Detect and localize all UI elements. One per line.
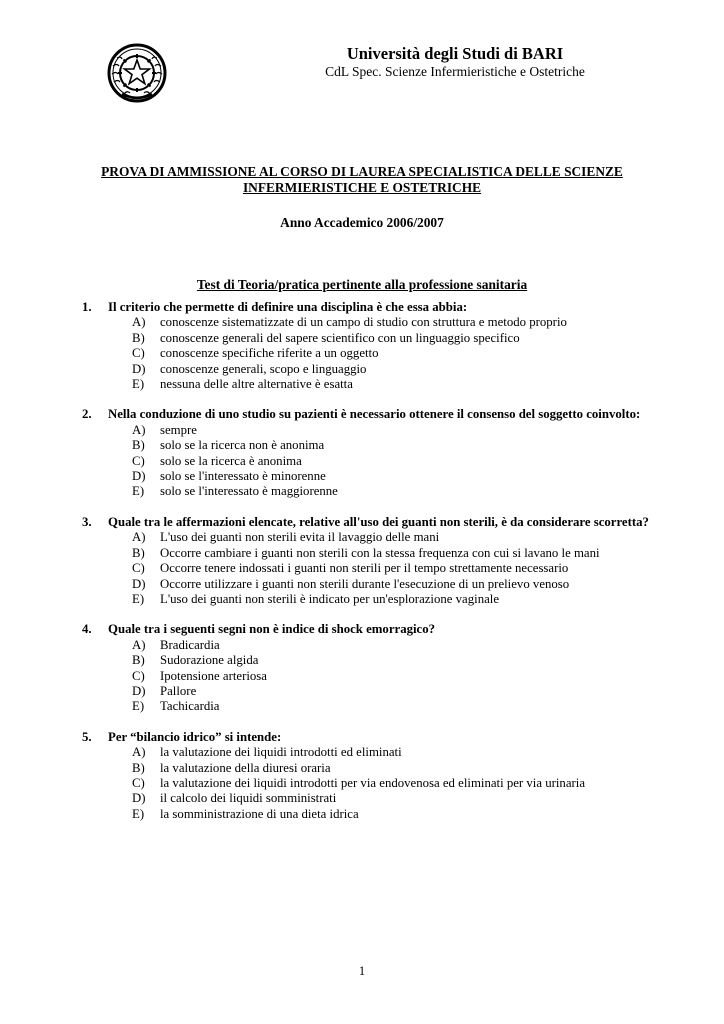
answer-option <box>108 377 660 392</box>
question-number: 3. <box>82 514 92 529</box>
answer-option <box>108 546 660 561</box>
option-text: la somministrazione di una dieta idrica <box>160 806 359 821</box>
option-text: nessuna delle altre alternative è esatta <box>160 377 353 392</box>
option-letter: E) <box>132 484 145 499</box>
option-text: sempre <box>160 422 197 437</box>
option-text: Sudorazione algida <box>160 653 259 668</box>
answer-option <box>108 791 660 806</box>
answer-option <box>108 577 660 592</box>
question-text: Per “bilancio idrico” si intende: <box>108 729 282 744</box>
option-letter: D) <box>132 576 146 591</box>
option-text: solo se la ricerca non è anonima <box>160 438 325 453</box>
answer-option <box>108 346 660 361</box>
university-name: Università degli Studi di BARI <box>346 44 564 63</box>
option-letter: A) <box>132 745 146 760</box>
option-text: Occorre utilizzare i guanti non sterili durante l'esecuzione di un prelievo venoso <box>160 576 570 591</box>
question-text: Quale tra le affermazioni elencate, relative all'uso dei guanti non sterili, è da considerare scorretta? <box>108 514 649 529</box>
answer-option <box>108 638 660 653</box>
answer-option <box>108 807 660 822</box>
option-text: conoscenze generali, scopo e linguaggio <box>160 361 367 376</box>
answer-option <box>108 315 660 330</box>
option-letter: C) <box>132 668 145 683</box>
answer-option <box>108 331 660 346</box>
option-letter: C) <box>132 346 145 361</box>
answer-option <box>108 561 660 576</box>
option-letter: A) <box>132 422 146 437</box>
question-text: Quale tra i seguenti segni non è indice di shock emorragico? <box>108 622 436 637</box>
option-letter: D) <box>132 361 146 376</box>
page-number: 1 <box>358 964 366 978</box>
option-letter: E) <box>132 699 145 714</box>
option-text: Occorre tenere indossati i guanti non sterili per il tempo strettamente necessario <box>160 561 569 576</box>
option-letter: D) <box>132 683 146 698</box>
answer-option <box>108 454 660 469</box>
italian-republic-emblem-icon <box>106 42 168 104</box>
option-text: Tachicardia <box>160 699 220 714</box>
question-4 <box>82 622 660 714</box>
answer-option <box>108 699 660 714</box>
answer-option <box>108 684 660 699</box>
option-text: conoscenze generali del sapere scientifico con un linguaggio specifico <box>160 330 520 345</box>
option-letter: B) <box>132 653 145 668</box>
university-header <box>260 44 650 80</box>
answer-option <box>108 530 660 545</box>
option-letter: C) <box>132 561 145 576</box>
question-1 <box>82 300 660 392</box>
option-letter: C) <box>132 775 145 790</box>
answer-option <box>108 423 660 438</box>
question-number: 5. <box>82 729 92 744</box>
option-text: solo se l'interessato è maggiorenne <box>160 484 338 499</box>
option-letter: A) <box>132 530 146 545</box>
question-number: 2. <box>82 407 92 422</box>
option-letter: C) <box>132 453 145 468</box>
answer-option <box>108 592 660 607</box>
option-text: solo se la ricerca è anonima <box>160 453 302 468</box>
option-text: conoscenze specifiche riferite a un oggetto <box>160 346 379 361</box>
option-text: L'uso dei guanti non sterili è indicato per un'esplorazione vaginale <box>160 591 500 606</box>
question-text: Nella conduzione di uno studio su pazienti è necessario ottenere il consenso del soggetto coinvolto: <box>108 407 641 422</box>
answer-option <box>108 776 660 791</box>
question-list <box>82 300 660 837</box>
option-text: la valutazione della diuresi oraria <box>160 760 331 775</box>
option-text: L'uso dei guanti non sterili evita il lavaggio delle mani <box>160 530 440 545</box>
program-name: CdL Spec. Scienze Infermieristiche e Ostetriche <box>325 64 585 79</box>
question-2 <box>82 407 660 499</box>
option-letter: E) <box>132 591 145 606</box>
option-text: Occorre cambiare i guanti non sterili con la stessa frequenza con cui si lavano le mani <box>160 545 600 560</box>
answer-option <box>108 761 660 776</box>
option-letter: D) <box>132 791 146 806</box>
option-text: la valutazione dei liquidi introdotti per via endovenosa ed eliminati per via urinaria <box>160 775 586 790</box>
answer-option <box>108 669 660 684</box>
option-text: la valutazione dei liquidi introdotti ed eliminati <box>160 745 402 760</box>
option-text: Ipotensione arteriosa <box>160 668 267 683</box>
answer-option <box>108 469 660 484</box>
answer-option <box>108 653 660 668</box>
answer-option <box>108 484 660 499</box>
option-text: solo se l'interessato è minorenne <box>160 469 326 484</box>
answer-option <box>108 745 660 760</box>
option-text: conoscenze sistematizzate di un campo di studio con struttura e metodo proprio <box>160 315 567 330</box>
option-letter: B) <box>132 330 145 345</box>
option-letter: B) <box>132 545 145 560</box>
option-text: Bradicardia <box>160 637 220 652</box>
option-letter: A) <box>132 315 146 330</box>
question-5 <box>82 730 660 822</box>
option-text: il calcolo dei liquidi somministrati <box>160 791 337 806</box>
option-letter: D) <box>132 469 146 484</box>
question-text: Il criterio che permette di definire una disciplina è che essa abbia: <box>108 300 468 314</box>
question-number: 1. <box>82 300 92 314</box>
option-letter: E) <box>132 377 145 392</box>
option-letter: E) <box>132 806 145 821</box>
option-letter: A) <box>132 637 146 652</box>
option-text: Pallore <box>160 683 197 698</box>
academic-year: Anno Accademico 2006/2007 <box>280 215 444 230</box>
document-title: PROVA DI AMMISSIONE AL CORSO DI LAUREA SPECIALISTICA DELLE SCIENZE INFERMIERISTICHE E OSTETRICHE <box>101 164 623 195</box>
option-letter: B) <box>132 438 145 453</box>
answer-option <box>108 438 660 453</box>
question-number: 4. <box>82 622 92 637</box>
question-3 <box>82 515 660 607</box>
option-letter: B) <box>132 760 145 775</box>
section-title: Test di Teoria/pratica pertinente alla professione sanitaria <box>196 277 528 292</box>
answer-option <box>108 362 660 377</box>
